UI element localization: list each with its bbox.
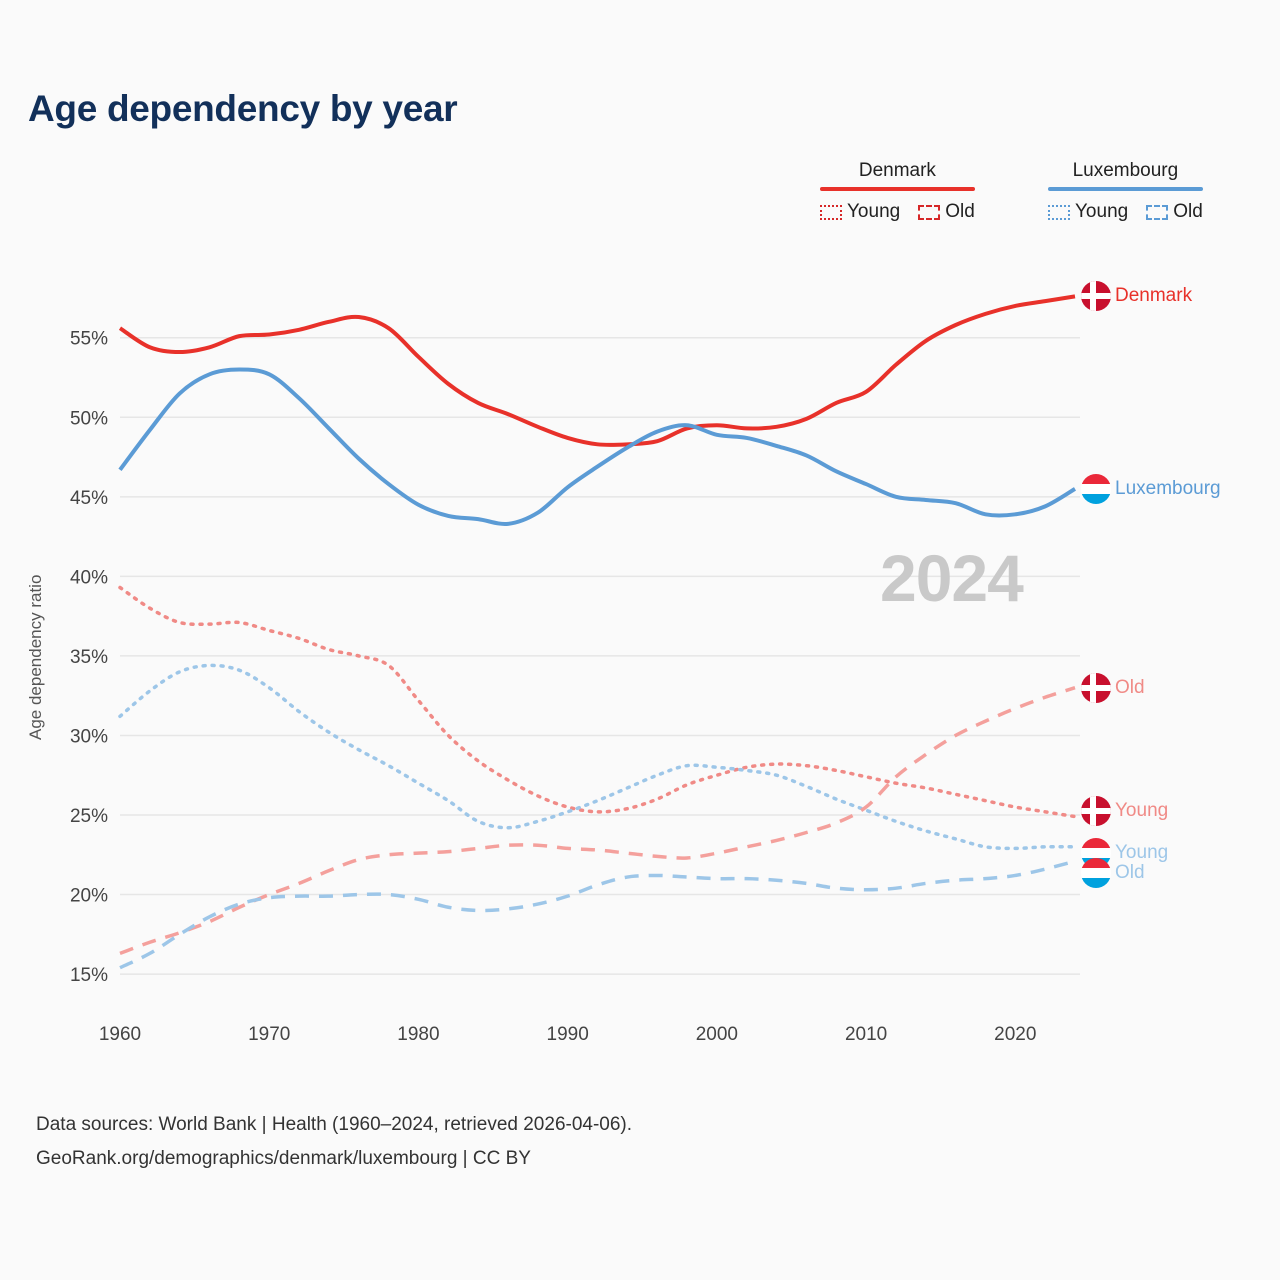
- endlabel-text: Luxembourg: [1115, 477, 1221, 499]
- endlabel-text: Old: [1115, 676, 1145, 698]
- legend-underline-denmark: [820, 187, 975, 191]
- legend-item-luxembourg-old[interactable]: [1146, 201, 1203, 223]
- legend-item-denmark-young[interactable]: [820, 201, 900, 223]
- footer-attribution: GeoRank.org/demographics/denmark/luxembourg | CC BY: [36, 1148, 531, 1170]
- legend-country-denmark: Denmark: [858, 160, 936, 181]
- legend-label-denmark-young: Young: [847, 201, 901, 222]
- denmark-flag-icon: [1081, 673, 1111, 703]
- legend-country-luxembourg: Luxembourg: [1072, 160, 1179, 181]
- svg-text:45%: 45%: [69, 487, 108, 509]
- endlabel-text: Young: [1115, 841, 1169, 863]
- legend-group-denmark: [820, 160, 975, 223]
- svg-text:50%: 50%: [69, 408, 108, 430]
- endlabel-luxembourg-old: [1081, 858, 1145, 888]
- svg-text:1990: 1990: [546, 1024, 589, 1045]
- endlabel-luxembourg-total: [1081, 474, 1221, 504]
- dotted-swatch-icon: [1048, 205, 1070, 220]
- svg-text:15%: 15%: [69, 965, 108, 987]
- legend-label-luxembourg-young: Young: [1075, 201, 1129, 222]
- legend-item-luxembourg-young[interactable]: [1048, 201, 1128, 223]
- svg-text:35%: 35%: [69, 646, 108, 668]
- endlabel-text: Denmark: [1115, 285, 1193, 307]
- legend-label-denmark-old: Old: [945, 201, 975, 222]
- dashed-swatch-icon: [918, 205, 940, 220]
- svg-text:20%: 20%: [69, 885, 108, 907]
- chart-legend: [800, 160, 1260, 240]
- legend-group-luxembourg: [1048, 160, 1203, 223]
- svg-text:2020: 2020: [994, 1024, 1037, 1045]
- footer: [36, 1108, 632, 1176]
- luxembourg-flag-icon: [1081, 474, 1111, 504]
- svg-text:1970: 1970: [248, 1024, 291, 1045]
- svg-text:1980: 1980: [397, 1024, 440, 1045]
- dotted-swatch-icon: [820, 205, 842, 220]
- svg-text:1960: 1960: [98, 1024, 142, 1045]
- y-axis-label: Age dependency ratio: [26, 574, 45, 740]
- denmark-flag-icon: [1081, 281, 1111, 311]
- svg-text:25%: 25%: [69, 806, 108, 827]
- footer-sources: Data sources: World Bank | Health (1960–2024, retrieved 2026-04-06).: [36, 1114, 633, 1135]
- legend-item-denmark-old[interactable]: [918, 201, 975, 223]
- luxembourg-flag-icon: [1081, 858, 1111, 888]
- legend-underline-luxembourg: [1048, 187, 1203, 191]
- endlabel-denmark-old: [1081, 673, 1145, 703]
- endlabel-denmark-young: [1081, 796, 1168, 826]
- endlabel-text: Old: [1115, 862, 1145, 884]
- legend-label-luxembourg-old: Old: [1173, 201, 1203, 222]
- endlabel-text: Young: [1115, 799, 1169, 821]
- year-watermark: 2024: [880, 541, 1023, 615]
- plot-area: [0, 250, 1280, 1070]
- svg-text:55%: 55%: [69, 328, 108, 350]
- page-title: Age dependency by year: [28, 88, 458, 129]
- svg-text:2010: 2010: [844, 1024, 888, 1045]
- dashed-swatch-icon: [1146, 205, 1168, 220]
- line-chart-svg: [0, 250, 1280, 1070]
- denmark-flag-icon: [1081, 796, 1111, 826]
- svg-text:40%: 40%: [69, 567, 108, 589]
- endlabel-denmark-total: [1081, 281, 1192, 311]
- svg-text:2000: 2000: [695, 1024, 739, 1045]
- svg-text:30%: 30%: [69, 726, 108, 748]
